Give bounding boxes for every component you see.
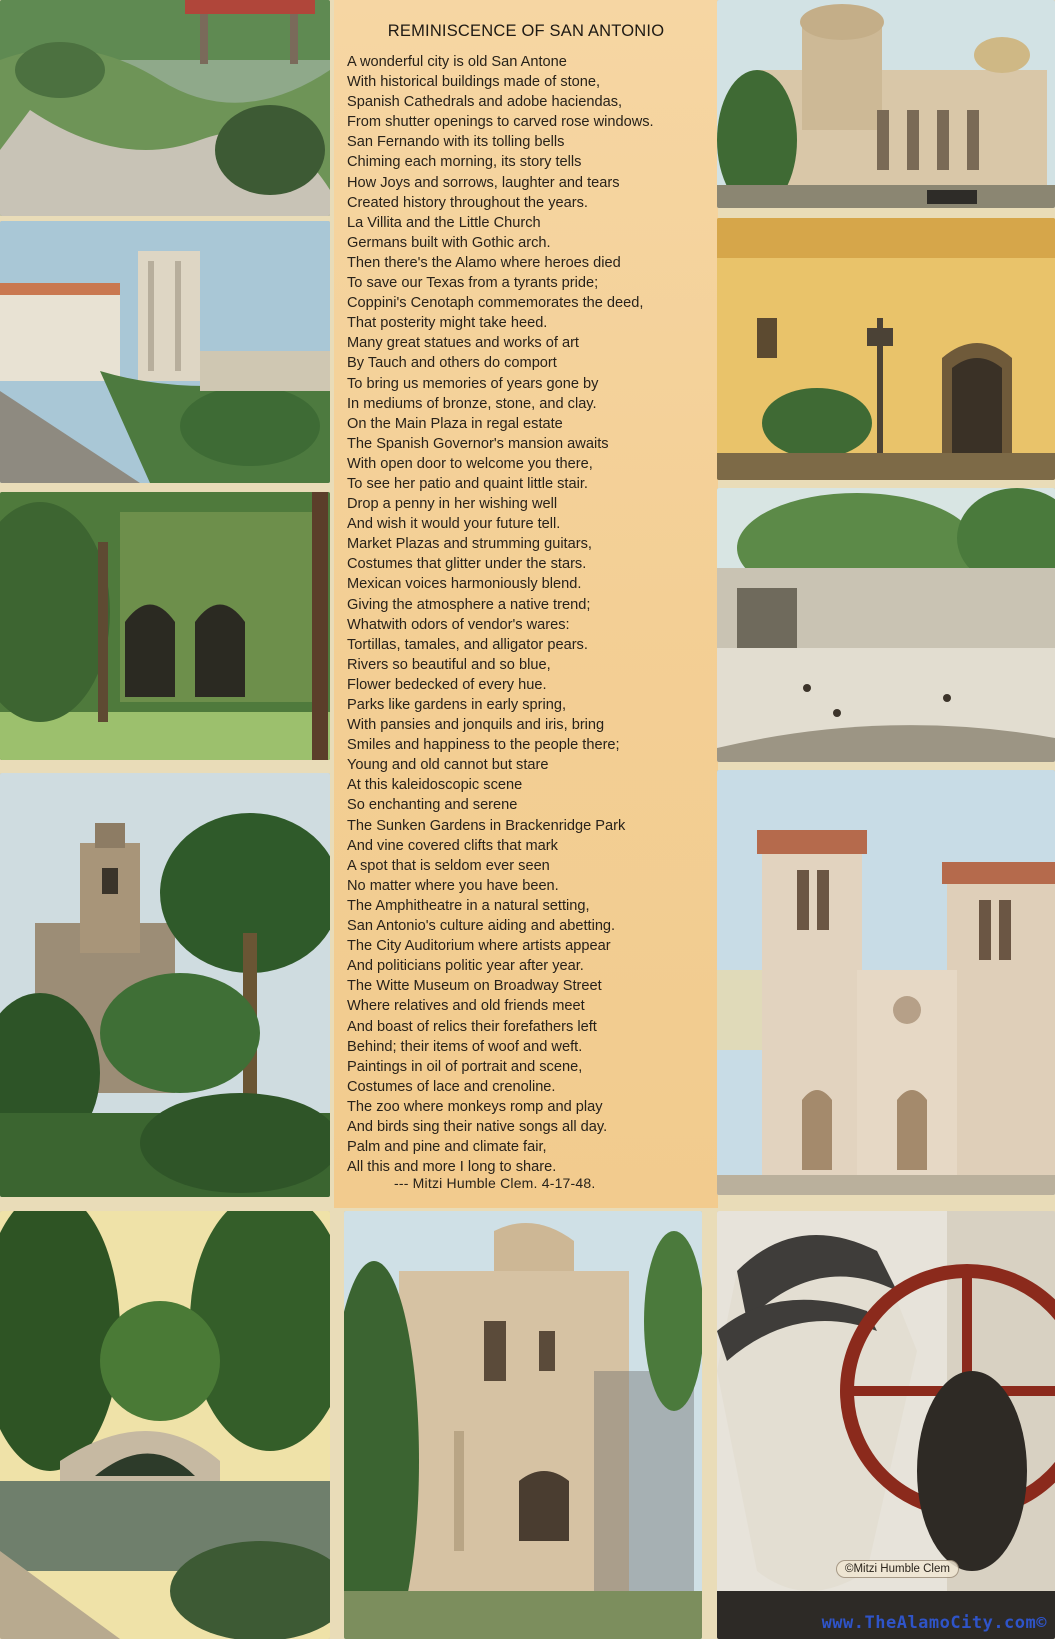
poem-line: Market Plazas and strumming guitars, [347,536,592,553]
website-watermark: www.TheAlamoCity.com© [821,1613,1047,1633]
poem-line: To see her patio and quaint little stair. [347,475,588,492]
poem-line: Costumes that glitter under the stars. [347,556,587,573]
poem-line: San Antonio's culture aiding and abetting. [347,918,616,935]
poem-line: Chiming each morning, its story tells [347,154,582,171]
poem-line: Flower bedecked of every hue. [347,676,547,693]
poem-line: La Villita and the Little Church [347,214,541,231]
poem-line: With historical buildings made of stone, [347,74,601,91]
poem-author: --- Mitzi Humble Clem. 4-17-48. [394,1175,596,1191]
poem-line: Parks like gardens in early spring, [347,697,567,713]
poem-title: REMINISCENCE OF SAN ANTONIO [387,22,665,40]
poem-line: The Witte Museum on Broadway Street [347,978,602,995]
photo-market-square [717,488,1055,762]
poem-line: Costumes of lace and crenoline. [347,1078,556,1095]
photo-river-bridge [0,1211,330,1639]
photo-spanish-governors-palace [717,218,1055,480]
poem-line: On the Main Plaza in regal estate [347,415,563,432]
poem-line: A spot that is seldom ever seen [347,857,550,874]
poem-line: Spanish Cathedrals and adobe haciendas, [347,94,623,111]
poem-line: From shutter openings to carved rose windows. [347,114,654,131]
poem-line: Smiles and happiness to the people there; [347,737,620,754]
poem-line: And vine covered clifts that mark [347,837,558,854]
poem-line: No matter where you have been. [347,877,559,894]
poem-line: Mexican voices harmoniously blend. [347,576,582,593]
poem-line: The City Auditorium where artists appear [347,938,611,955]
photo-municipal-auditorium [717,0,1055,208]
poem-panel [334,0,718,1208]
photo-alamo-facade [344,1211,702,1639]
poem-line: At this kaleidoscopic scene [347,777,523,794]
photo-san-fernando-cathedral [717,770,1055,1195]
poem-line: Rivers so beautiful and so blue, [347,656,551,673]
poem-line: By Tauch and others do comport [347,355,557,372]
photo-mission-with-palms [0,773,330,1197]
poem-line: To save our Texas from a tyrants pride; [347,275,599,292]
poem-line: Germans built with Gothic arch. [347,234,551,251]
poem-line: And boast of relics their forefathers left [347,1018,597,1035]
poem-line: With pansies and jonquils and iris, bring [347,717,605,734]
poem-line: Where relatives and old friends meet [347,998,585,1015]
poem-line: The Spanish Governor's mansion awaits [347,435,609,452]
photo-sunken-gardens [0,0,330,216]
poem-line: And wish it would your future tell. [347,516,561,533]
poem-line: The Amphitheatre in a natural setting, [347,897,590,914]
poem-line: The zoo where monkeys romp and play [347,1098,603,1115]
poem-line: Many great statues and works of art [347,335,579,352]
poem-line: The Sunken Gardens in Brackenridge Park [347,817,626,834]
poem-line: Young and old cannot but stare [347,757,549,774]
poem-line: All this and more I long to share. [347,1159,557,1176]
poem-line: A wonderful city is old San Antone [347,54,567,70]
poem-line: San Fernando with its tolling bells [347,134,565,151]
poem-line: And politicians politic year after year. [347,958,584,975]
poem-line: To bring us memories of years gone by [347,375,599,392]
photo-vine-covered-arches [0,492,330,760]
poem-line: Drop a penny in her wishing well [347,496,558,513]
poem-line: Tortillas, tamales, and alligator pears. [347,636,588,653]
poem-line: That posterity might take heed. [347,315,548,332]
poem-line: Behind; their items of woof and weft. [347,1038,583,1055]
poem-line: So enchanting and serene [347,797,518,814]
poem-line: Then there's the Alamo where heroes died [347,254,621,271]
poem-text [347,52,712,1177]
poem-line: Created history throughout the years. [347,194,588,211]
poem-line: Paintings in oil of portrait and scene, [347,1058,583,1075]
poem-line: Coppini's Cenotaph commemorates the deed, [347,295,644,312]
copyright-badge: ©Mitzi Humble Clem [836,1560,959,1578]
poem-line: In mediums of bronze, stone, and clay. [347,395,597,412]
poem-line: And birds sing their native songs all day. [347,1118,608,1135]
poem-line: With open door to welcome you there, [347,455,593,472]
poem-line: Palm and pine and climate fair, [347,1139,547,1156]
photo-downtown-street [0,221,330,483]
poem-line: Giving the atmosphere a native trend; [347,596,591,613]
poem-line: How Joys and sorrows, laughter and tears [347,174,620,191]
poem-line: Whatwith odors of vendor's wares: [347,616,570,633]
